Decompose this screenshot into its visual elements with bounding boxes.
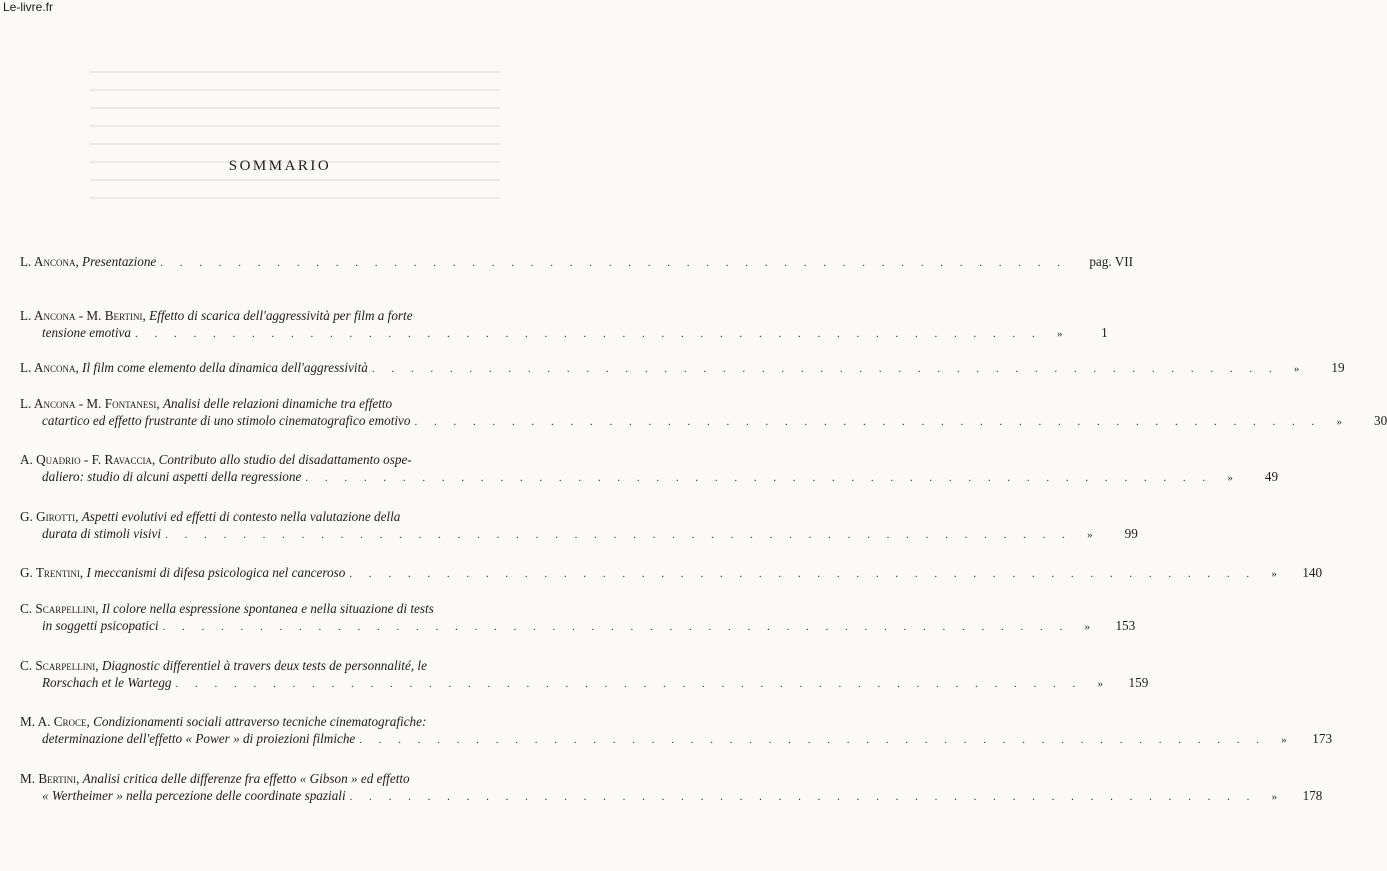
toc-authors: M. Bertini, [20,771,80,786]
toc-title: Contributo allo studio del disadattamento ospe- [158,452,412,467]
toc-authors: L. Ancona - M. Bertini, [20,308,146,323]
toc-authors: L. Ancona, [20,254,79,269]
dot-leader: . . . . . . . . . . . . . . . . . . . . . . . . . . . . . . . . . . . . . . . . . . . . . . . [349,791,1257,803]
toc-title: Aspetti evolutivi ed effetti di contesto nella valutazione della [81,509,401,524]
toc-page-number: 140 [1302,565,1323,580]
toc-title: Il film come elemento della dinamica dell'aggressività [82,360,368,375]
toc-entry [20,307,1108,341]
toc-title: Il colore nella espressione spontanea e nella situazione di tests [101,601,434,616]
dot-leader: . . . . . . . . . . . . . . . . . . . . . . . . . . . . . . . . . . . . . . . . . . . . . . . [349,568,1257,580]
toc-title-continued: durata di stimoli visivi [42,526,162,541]
dot-leader: . . . . . . . . . . . . . . . . . . . . . . . . . . . . . . . . . . . . . . . . . . . . . . . [359,734,1267,746]
toc-page-number: 1 [1101,325,1108,340]
dot-leader: . . . . . . . . . . . . . . . . . . . . . . . . . . . . . . . . . . . . . . . . . . . . . . . [371,363,1279,375]
toc-title: I meccanismi di difesa psicologica nel canceroso [86,565,346,580]
page-ditto-mark: » [1293,363,1300,375]
toc-page-number: 159 [1128,675,1149,690]
toc-title-continued: « Wertheimer » nella percezione delle coordinate spaziali [42,788,346,803]
toc-entry [20,713,1333,747]
toc-page-number: 19 [1331,360,1345,375]
watermark: Le-livre.fr [3,0,54,14]
toc-entry [20,395,1387,429]
toc-authors: G. Girotti, [20,509,79,524]
toc-title-continued: tensione emotiva [42,325,131,340]
page-ditto-mark: » [1281,734,1287,746]
toc-title-continued: catartico ed effetto frustrante di uno stimolo cinematografico emotivo [42,413,411,428]
page-ditto-mark: » [1097,678,1104,690]
page-ditto-mark: » [1087,529,1093,541]
toc-title: Diagnostic differentiel à travers deux tests de personnalité, le [101,658,427,673]
bleed-through-text [90,55,500,255]
toc-title: Condizionamenti sociali attraverso tecniche cinematografiche: [93,714,427,729]
page-ditto-mark: » [1336,416,1342,428]
toc-entry [20,451,1279,485]
toc-authors: L. Ancona - M. Fontanesi, [20,396,160,411]
toc-authors: M. A. Croce, [20,714,90,729]
toc-entry [20,508,1138,542]
page-ditto-mark: » [1227,472,1233,484]
dot-leader: . . . . . . . . . . . . . . . . . . . . . . . . . . . . . . . . . . . . . . . . . . . . . . . [162,621,1070,633]
toc-title-continued: in soggetti psicopatici [42,618,159,633]
dot-leader: . . . . . . . . . . . . . . . . . . . . . . . . . . . . . . . . . . . . . . . . . . . . . . . [160,257,1068,269]
toc-title: Presentazione [82,254,157,269]
toc-authors: C. Scarpellini, [20,658,99,673]
dot-leader: . . . . . . . . . . . . . . . . . . . . . . . . . . . . . . . . . . . . . . . . . . . . . . . [305,472,1213,484]
toc-page-number: pag. VII [1089,254,1134,269]
toc-title: Effetto di scarica dell'aggressività per film a forte [149,308,413,323]
dot-leader: . . . . . . . . . . . . . . . . . . . . . . . . . . . . . . . . . . . . . . . . . . . . . . . [175,678,1083,690]
toc-authors: L. Ancona, [20,360,79,375]
page-ditto-mark: » [1057,328,1063,340]
page-ditto-mark: » [1271,791,1278,803]
page-ditto-mark: » [1084,621,1090,633]
toc-entry [20,770,1323,804]
dot-leader: . . . . . . . . . . . . . . . . . . . . . . . . . . . . . . . . . . . . . . . . . . . . . . . [135,328,1042,340]
toc-title-continued: daliero: studio di alcuni aspetti della regressione [42,469,302,484]
toc-entry [20,600,1136,634]
toc-page-number: 153 [1115,618,1136,633]
toc-authors: C. Scarpellini, [20,601,99,616]
toc-page-number: 99 [1124,526,1138,541]
toc-title: Analisi delle relazioni dinamiche tra effetto [162,396,393,411]
toc-page-number: 178 [1302,788,1323,803]
toc-title-continued: Rorschach et le Wartegg [42,675,172,690]
dot-leader: . . . . . . . . . . . . . . . . . . . . . . . . . . . . . . . . . . . . . . . . . . . . . . . [414,416,1322,428]
toc-authors: G. Trentini, [20,565,84,580]
toc-entry [20,359,1345,376]
toc-authors: A. Quadrio - F. Ravaccia, [20,452,156,467]
toc-entry [20,253,1134,270]
page-ditto-mark: » [1271,568,1277,580]
page-title: SOMMARIO [228,158,332,174]
toc-page-number: 173 [1312,731,1333,746]
toc-page-number: 49 [1264,469,1279,484]
toc-page-number: 30 [1374,413,1387,428]
toc-entry [20,564,1323,581]
dot-leader: . . . . . . . . . . . . . . . . . . . . . . . . . . . . . . . . . . . . . . . . . . . . . . . [165,529,1072,541]
toc-title-continued: determinazione dell'effetto « Power » di proiezioni filmiche [42,731,356,746]
toc-entry [20,657,1149,691]
toc-title: Analisi critica delle differenze fra effetto « Gibson » ed effetto [82,771,410,786]
